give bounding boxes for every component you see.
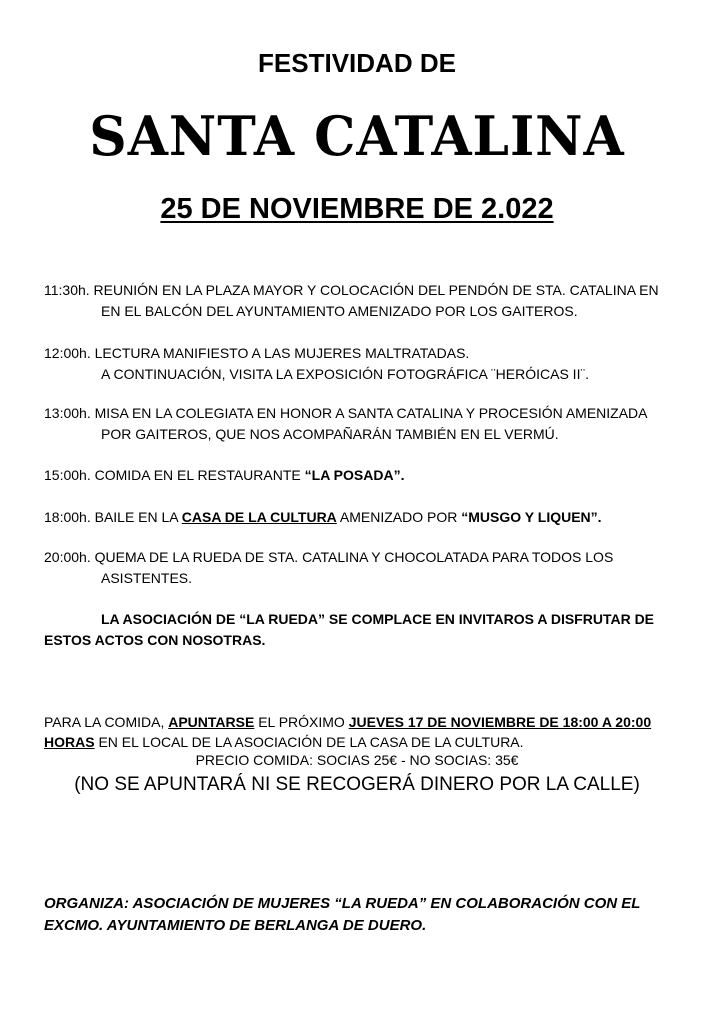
program-item-line: 13:00h. MISA EN LA COLEGIATA EN HONOR A SANTA CATALINA Y PROCESIÓN AMENIZADA [44, 405, 648, 421]
registration-date: HORAS [44, 734, 95, 750]
event-date-text: 25 DE NOVIEMBRE DE 2.022 [160, 193, 554, 225]
meal-price: PRECIO COMIDA: SOCIAS 25€ - NO SOCIAS: 35€ [195, 752, 519, 768]
program-item-line: EN EL BALCÓN DEL AYUNTAMIENTO AMENIZADO POR LOS GAITEROS. [101, 303, 578, 319]
pretitle: FESTIVIDAD DE [258, 48, 456, 78]
registration-date: JUEVES 17 DE NOVIEMBRE DE 18:00 A 20:00 [348, 714, 652, 730]
program-item-1130 [44, 280, 674, 322]
invitation-line: LA ASOCIACIÓN DE “LA RUEDA” SE COMPLACE EN INVITAROS A DISFRUTAR DE [101, 611, 655, 627]
registration-text-part: PARA LA COMIDA, [44, 714, 169, 730]
program-item-1500 [44, 465, 674, 486]
organizer-text [44, 893, 684, 937]
invitation-line: ESTOS ACTOS CON NOSOTRAS. [44, 632, 266, 648]
program-item-line: A CONTINUACIÓN, VISITA LA EXPOSICIÓN FOTOGRÁFICA ¨HERÓICAS II¨. [101, 366, 590, 382]
venue-name: CASA DE LA CULTURA [181, 509, 337, 525]
restaurant-name: “LA POSADA”. [304, 467, 405, 483]
invitation-text [44, 609, 684, 651]
program-item-line: 12:00h. LECTURA MANIFIESTO A LAS MUJERES MALTRATADAS. [44, 345, 470, 361]
no-money-note: (NO SE APUNTARÁ NI SE RECOGERÁ DINERO POR LA CALLE) [74, 774, 640, 795]
program-item-line: POR GAITEROS, QUE NOS ACOMPAÑARÁN TAMBIÉN EN EL VERMÚ. [101, 426, 559, 442]
organizer-line: EXCMO. AYUNTAMIENTO DE BERLANGA DE DUERO. [44, 917, 427, 934]
program-item-line: 11:30h. REUNIÓN EN LA PLAZA MAYOR Y COLOCACIÓN DEL PENDÓN DE STA. CATALINA EN [44, 282, 659, 298]
registration-text [44, 712, 684, 752]
program-item-1200 [44, 343, 674, 385]
program-item-line: 20:00h. QUEMA DE LA RUEDA DE STA. CATALINA Y CHOCOLATADA PARA TODOS LOS [44, 549, 614, 565]
program-item-text: 18:00h. BAILE EN LA [44, 509, 182, 525]
page-title: SANTA CATALINA [89, 104, 625, 168]
band-name: “MUSGO Y LIQUEN”. [461, 509, 602, 525]
registration-text-part: EL PRÓXIMO [254, 714, 349, 730]
program-item-1300 [44, 403, 674, 445]
registration-emphasis: APUNTARSE [168, 714, 255, 730]
program-item-2000 [44, 547, 674, 589]
program-item-1800 [44, 507, 674, 528]
program-item-text: AMENIZADO POR [336, 509, 462, 525]
organizer-line: ORGANIZA: ASOCIACIÓN DE MUJERES “LA RUEDA” EN COLABORACIÓN CON EL [44, 895, 641, 912]
program-item-line: ASISTENTES. [101, 570, 193, 586]
program-item-text: 15:00h. COMIDA EN EL RESTAURANTE [44, 467, 305, 483]
registration-text-part: EN EL LOCAL DE LA ASOCIACIÓN DE LA CASA DE LA CULTURA. [94, 734, 524, 750]
event-date [0, 193, 714, 226]
